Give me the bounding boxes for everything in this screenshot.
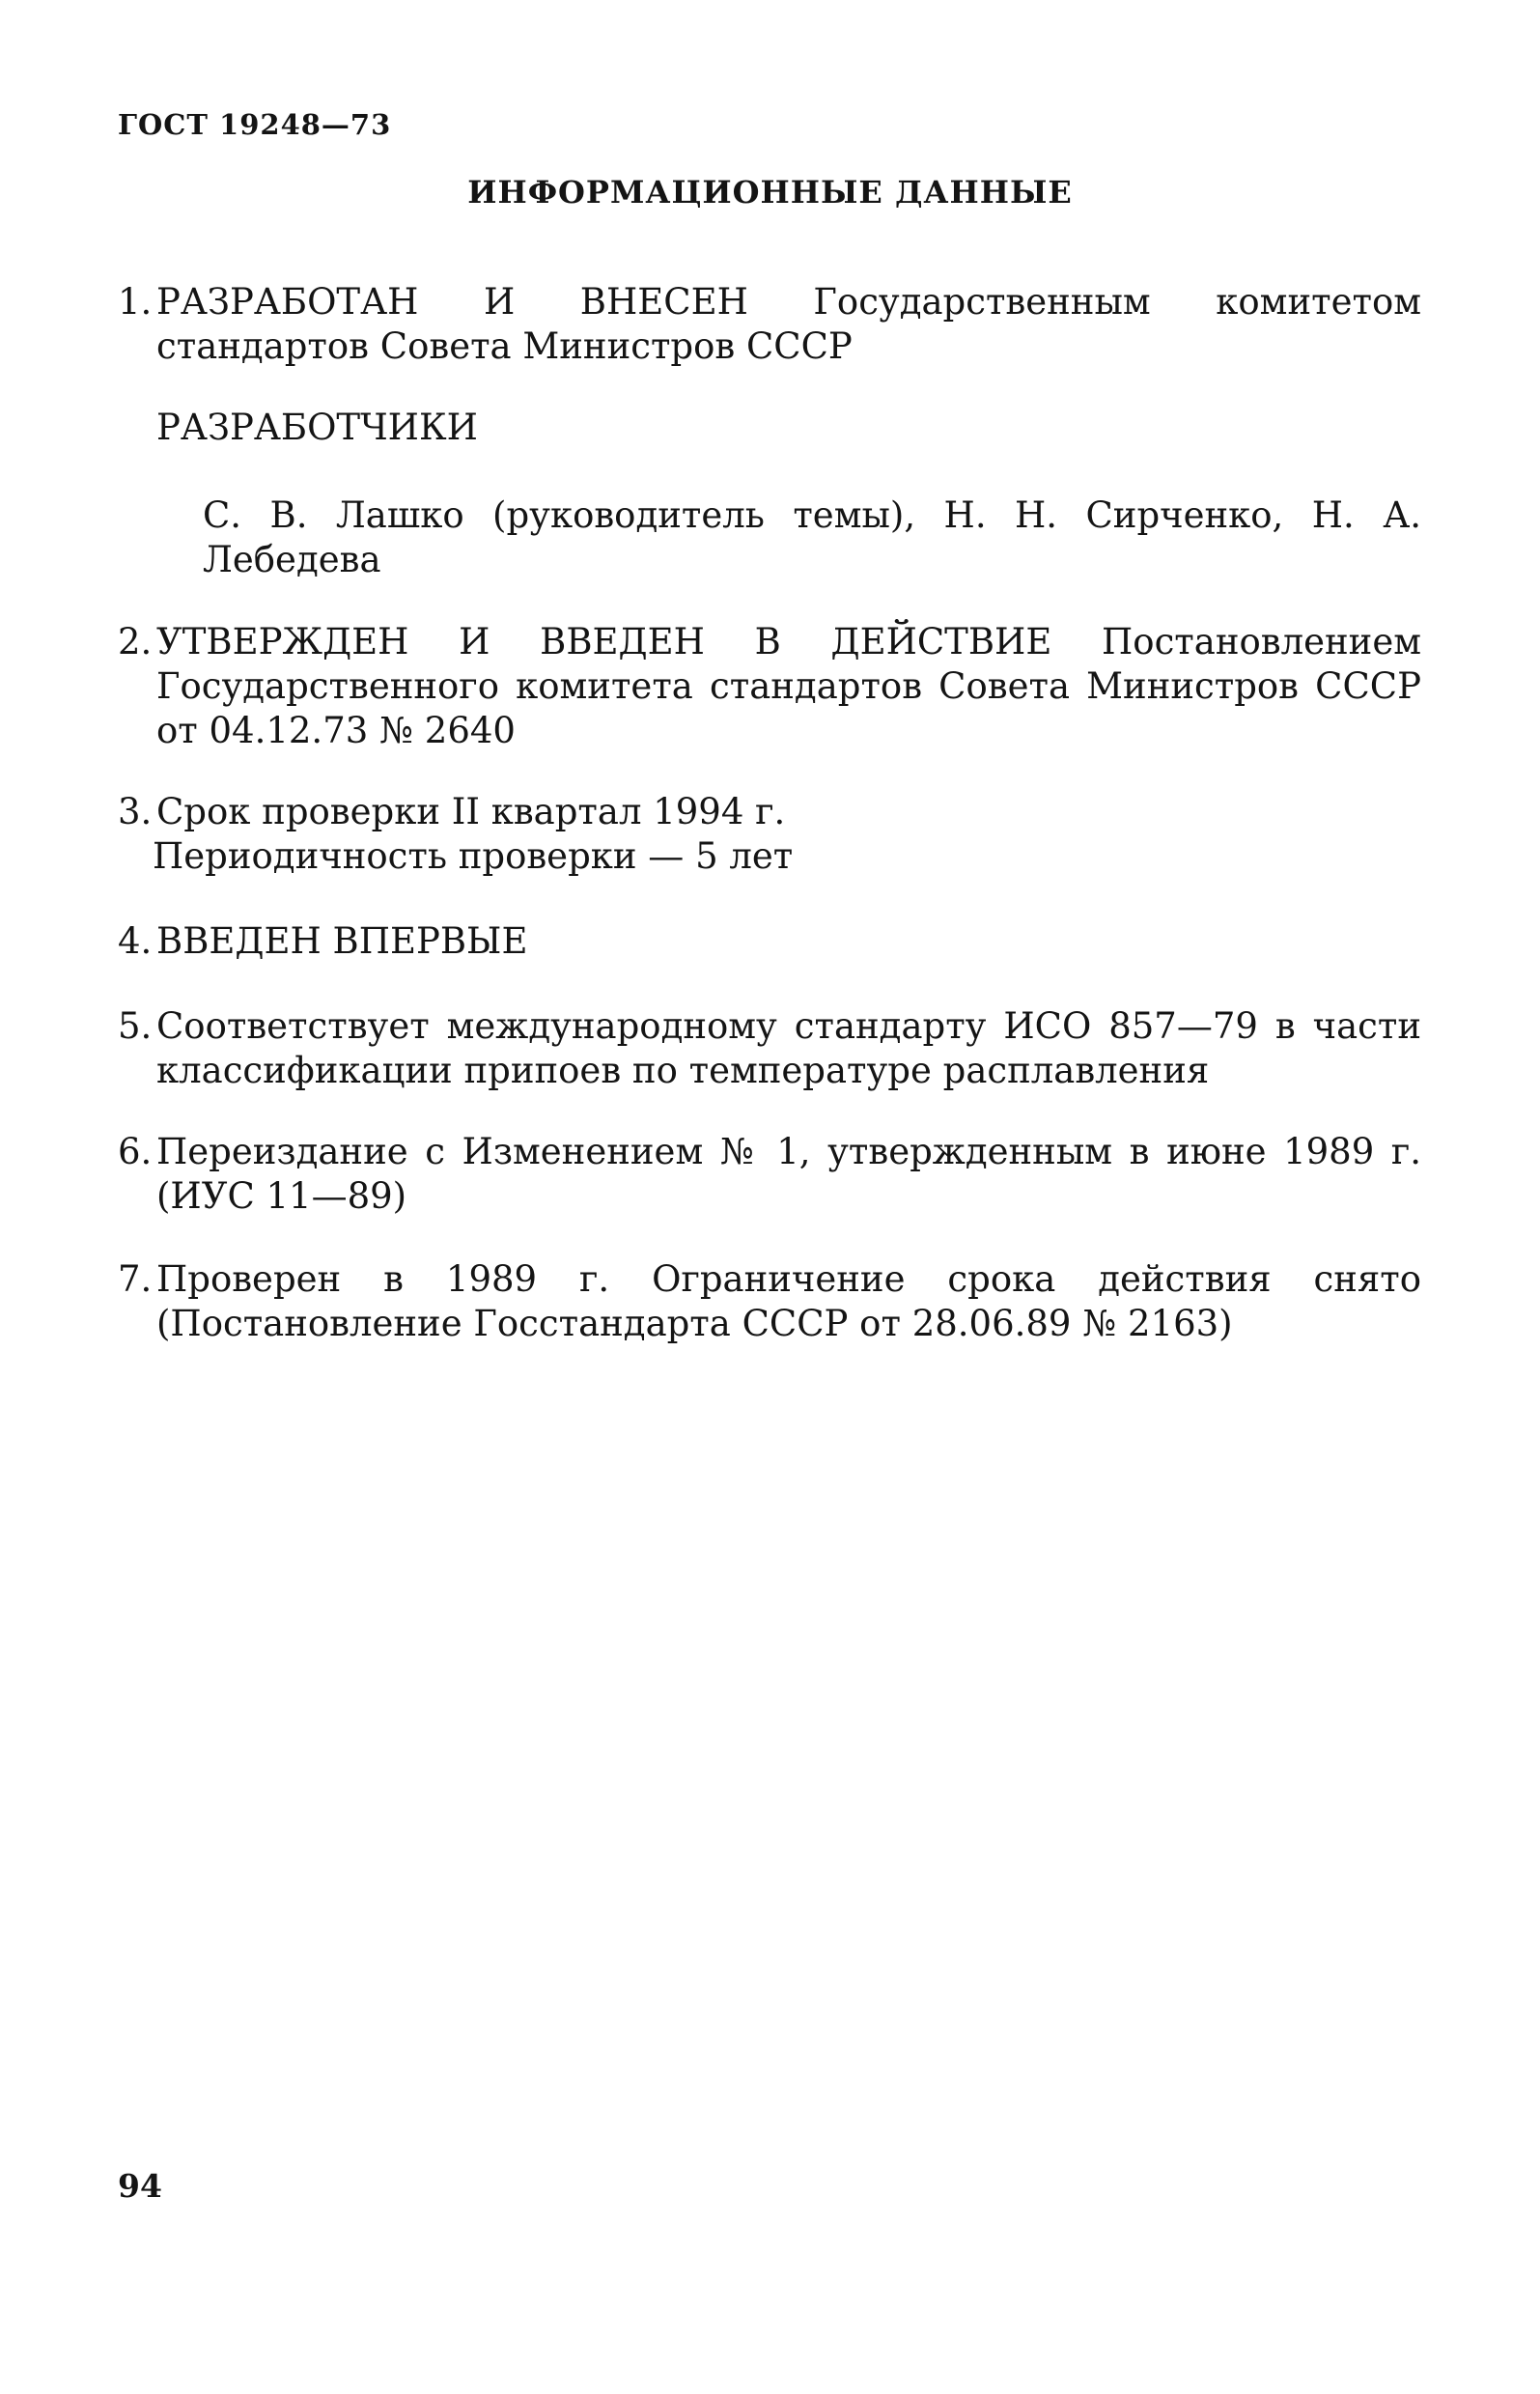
- item-text: УТВЕРЖДЕН И ВВЕДЕН В ДЕЙСТВИЕ Постановлением Государственного комитета стандартов Совета Министров СССР от 04.12.73 № 2640: [156, 621, 1421, 751]
- item-number: 6.: [118, 1131, 153, 1172]
- list-item: [118, 620, 1421, 753]
- item-number: 2.: [118, 621, 153, 662]
- item-number: 4.: [118, 920, 153, 962]
- item-text: ВВЕДЕН ВПЕРВЫЕ: [156, 920, 528, 962]
- list-item: [118, 790, 1421, 834]
- item-number: 5.: [118, 1005, 153, 1047]
- item-text: Переиздание с Изменением № 1, утвержденным в июне 1989 г. (ИУС 11—89): [156, 1131, 1421, 1217]
- standard-code: ГОСТ 19248—73: [118, 108, 392, 141]
- page-number: 94: [118, 2167, 162, 2205]
- section-title: ИНФОРМАЦИОННЫЕ ДАННЫЕ: [467, 174, 1073, 211]
- developers-heading: РАЗРАБОТЧИКИ: [156, 407, 478, 448]
- list-item: [118, 1004, 1421, 1093]
- item-number: 1.: [118, 281, 153, 323]
- item-text: Соответствует международному стандарту ИСО 857—79 в части классификации припоев по температуре расплавления: [156, 1005, 1421, 1091]
- item-number: 3.: [118, 791, 153, 832]
- list-item: [118, 1130, 1421, 1219]
- item-number: 7.: [118, 1258, 153, 1300]
- list-item: [118, 280, 1421, 369]
- developers-names: С. В. Лашко (руководитель темы), Н. Н. Сирченко, Н. А. Лебедева: [203, 494, 1421, 580]
- review-period: Периодичность проверки — 5 лет: [153, 835, 794, 877]
- list-item: [118, 919, 1421, 964]
- item-text: Проверен в 1989 г. Ограничение срока действия снято (Постановление Госстандарта СССР от 28.06.89 № 2163): [156, 1258, 1421, 1344]
- item-text: Срок проверки II квартал 1994 г.: [156, 791, 786, 832]
- item-text: РАЗРАБОТАН И ВНЕСЕН Государственным комитетом стандартов Совета Министров СССР: [156, 281, 1421, 367]
- list-item: [118, 1257, 1421, 1346]
